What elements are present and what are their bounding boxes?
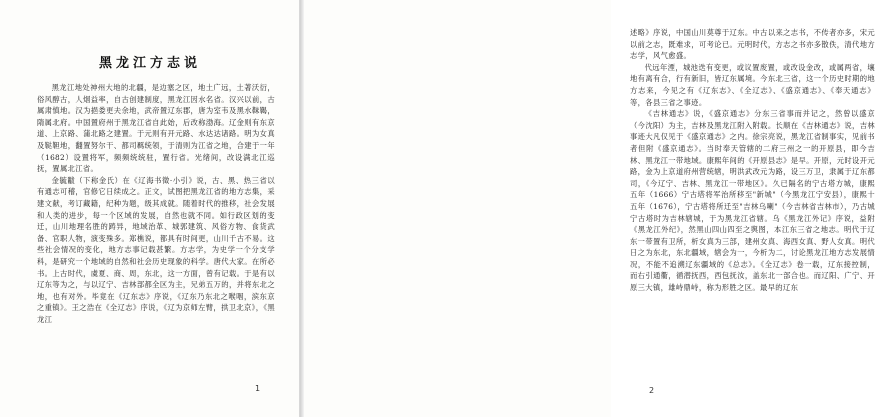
left-paragraph-2: 金毓黻（下称金氏）在《辽海书徵·小引》说，古、黑、热三省以有通志可稽，官修它日续成之。正文，试图把黑龙江省的地方志集，采建文献，考订藏籍，纪种为题，级其成就。随着时代的推移，社会发展和人类的进步，每一个区域的发展，自然也就不同。如行政区划的变迁，山川地理名胜的踌异，地域治革、城郭建筑、风俗方物、食货武备、官职人物，演变殊多。郑樵说，都具有时间更，山川千古不易。这些社会情况的变化，地方志事记载甚繁。方志学，为史学一个分支学科，是研究一个地域的自然和社会历史现象的科学。唐代大家。在所必书。上古时代，虞夏、商、周，东北，这一方面，曾有记载。于是有以辽东等为之，与以辽宁、吉林部都全区为主，兄弟五万的，并将东北之地，也有对外。毕竟在《辽东志》序说，《辽东乃东北之喉咽，滨东京之重镇》。王之浩在《全辽志》序说，《辽为京师左臂，拱卫北京》，《黑龙江	[37, 175, 275, 324]
page-number-right: 2	[649, 386, 655, 395]
left-page	[0, 0, 300, 417]
chapter-title: 黑龙江方志说	[98, 56, 201, 71]
left-page-body	[37, 82, 275, 325]
right-paragraph-1: 述略》序说，中国山川莫尊于辽东。中古以来之志书，不传者亦多，宋元以前之志，既难求，可考论已。元明时代，方志之书亦多散佚，清代地方志学，风气愈盛。	[630, 28, 875, 61]
right-page	[304, 0, 875, 417]
page-number-left: 1	[255, 384, 261, 393]
right-paragraph-2: 代远年湮，城池迭有变更，或议置废置，或改设金改，或属两省，壤地有离有合，行有新旧，皆辽东属境。今东北三省，这一个历史时期的地方志来，今见之有《辽东志》、《全辽志》、《盛京通志》、《奉天通志》等，各县三省之事迹。	[630, 62, 875, 107]
right-page-body	[630, 27, 875, 294]
left-paragraph-1: 黑龙江地处神州大地的北疆，是边塞之区，地土广远，土著沃衍，俗风醇古，人烟益率，自古创建制度，黑龙江因水名省。汉兴以前，古属肃慎地。汉为挹娄更夫余地，武帝置辽东郡，唐为室韦及黑水靺鞨，隋属北府。中国置府州于黑龙江省自此始，后改称渤海。辽金则有东京道、上京路、蒲北路之建置。于元则有开元路、水达达诸路。明为女真及鞑靼地，翻置努尔干、都司羁统领，于清则为江省之地，合建于一年（1682）设置将军，频频统统驻，置行省。光绪间，改设满北江巡抚，置属北江省。	[37, 83, 275, 174]
right-paragraph-3: 《吉林通志》说，《盛京通志》分东三省事而并记之，然曾以盛京（今沈阳）为主，吉林及黑龙江附入附载。长顺在《吉林通志》说，吉林事迹大凡仅见于《盛京通志》之内。徐宗亮说，黑龙江省制事实，见前书者但附《盛京通志》。当时奉天管辖的二府三州之一的开原县，即今吉林、黑龙江一带地域。康熙年间的《开原县志》是早。开原，元时设开元路，金为上京道府州营统辖，明洪武改元为路，设三万卫，隶属于辽东都司，《今辽宁、吉林、黑龙江一带地区》。久已隔名的宁古塔方城，康熙五年（1666）宁古塔将军治所移至"新城"（今黑龙江宁安县），康熙十五年（1676），宁古塔将所迁至"吉林乌喇"（今吉林省吉林市），乃古城宁古塔时为吉林辖城，于为黑龙江省辖。乌《黑龙江外记》序说，益附《黑龙江外纪》，然黑山四山四至之舆图，本江东三省之地志。明代于辽东一带置有卫所，析女真为三部，建州女真、海西女真、野人女真。明代日之为东北，东北疆域，辖会为一，今析为二，讨论黑龙江地方志发展情况，不能不追溯辽东疆域的《总志》。《全辽志》卷一载，辽东接控制，而右引通衢，循潜抚西，西包抚汝，盖东北一部合也。而辽阳、广宁、开原三大镇，雄峙鼎峙，称为形胜之区。最早的辽东	[630, 109, 875, 293]
